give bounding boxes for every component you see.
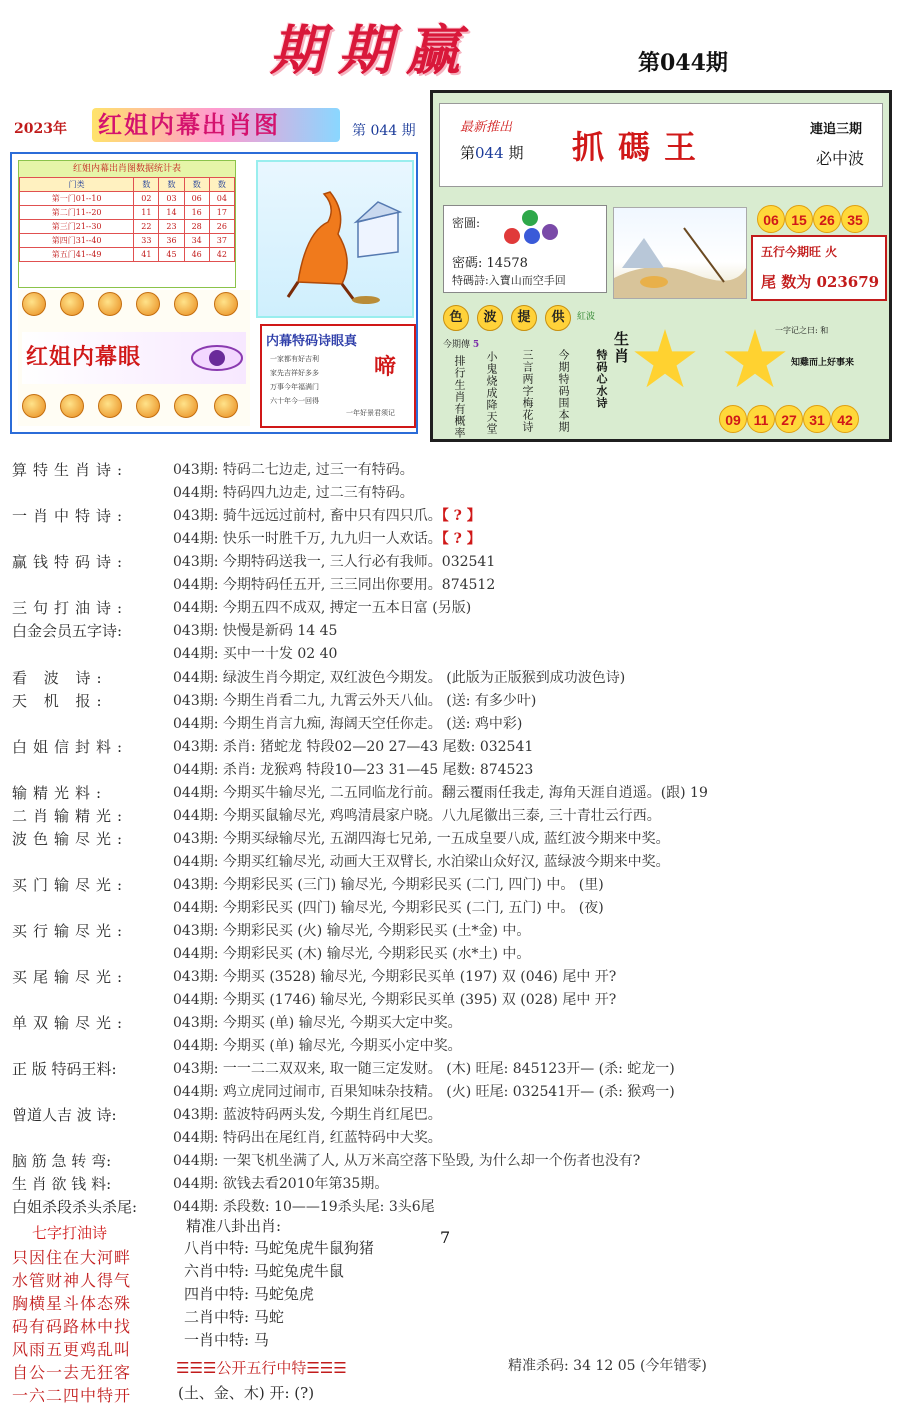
mima-row: 密碼: 14578 <box>452 256 528 271</box>
row-label: 生 肖 欲 钱 料: <box>12 1175 112 1193</box>
row-line <box>173 643 337 663</box>
row-label: 曾道人吉 波 诗: <box>12 1106 117 1124</box>
zodiac-icon <box>136 394 160 418</box>
row-line <box>173 690 536 710</box>
secret-poem-lines <box>270 352 319 408</box>
door-table-title: 红姐内幕出肖图数据统计表 <box>19 161 235 177</box>
eye-banner-text: 红姐内幕眼 <box>26 344 142 370</box>
door-table-cell: 34 <box>184 234 209 248</box>
zodiac-icon <box>98 394 122 418</box>
row-label: 买门输尽光: <box>12 876 129 894</box>
bagua-line: 四肖中特: 马蛇兔虎 <box>184 1285 314 1303</box>
guarantee-label: 必中波 <box>816 149 865 168</box>
row-line <box>173 943 530 963</box>
row-line <box>173 966 616 986</box>
row-line-text: 044期: 今期买红输尽光, 动画大王双臂长, 水泊梁山众好汉, 蓝绿波今期来中奖。 <box>173 854 670 870</box>
row-line-text: 043期: 快慢是新码 14 45 <box>173 623 338 639</box>
zodiac-icon <box>214 394 238 418</box>
number-ball: 27 <box>775 405 803 433</box>
mima-value: 14578 <box>486 256 528 271</box>
row-line-text: 043期: 今期彩民买 (火) 输尽光, 今期彩民买 (土*金) 中。 <box>173 923 531 939</box>
row-line-text: 043期: 杀肖: 猪蛇龙 特段02—20 27—43 尾数: 032541 <box>173 739 534 755</box>
door-table-cell: 45 <box>159 248 184 262</box>
seven-poem-line: 胸横星斗体态殊 <box>12 1294 132 1313</box>
door-table-row <box>20 248 235 262</box>
row-line <box>173 1081 675 1101</box>
zodiac-icon <box>60 394 84 418</box>
number-ball: 15 <box>785 205 813 233</box>
secret-poem-box <box>260 324 416 428</box>
row-line-text: 044期: 一架飞机坐满了人, 从万米高空落下坠毁, 为什么却一个伤者也没有? <box>173 1153 641 1169</box>
vertical-col: 小鬼烧成降天堂 <box>485 351 498 435</box>
sebo-char: 波 <box>477 305 503 331</box>
row-line-text: 044期: 今期特码任五开, 三三同出你要用。874512 <box>173 577 496 593</box>
poem-line: 万事今年福满门 <box>270 383 319 391</box>
number-ball: 35 <box>841 205 869 233</box>
door-table-cell: 第四门31--40 <box>20 234 134 248</box>
vertical-col: 排行生肖有概率 <box>453 355 466 439</box>
zodiac-icon <box>136 292 160 316</box>
vertical-col: 今期特码围本期 <box>557 349 570 433</box>
door-table-cell: 04 <box>209 192 234 206</box>
row-line <box>173 736 533 756</box>
bagua-line: 八肖中特: 马蛇兔虎牛鼠狗猪 <box>184 1239 374 1257</box>
door-table-header: 数 <box>209 178 234 192</box>
door-table-cell: 14 <box>159 206 184 220</box>
shengxiao-label: 生肖 <box>612 331 630 365</box>
row-line-text: 044期: 今期彩民买 (四门) 输尽光, 今期彩民买 (二门, 五门) 中。 (夜) <box>173 900 604 916</box>
door-table-row <box>20 234 235 248</box>
row-line-text: 044期: 特码出在尾红肖, 红蓝特码中大奖。 <box>173 1130 442 1146</box>
row-line <box>173 1012 462 1032</box>
row-line <box>173 759 533 779</box>
seven-poem-line: 一六二四中特开 <box>12 1386 132 1404</box>
row-line <box>173 1150 640 1170</box>
door-table-cell: 第一门01--10 <box>20 192 134 206</box>
secret-poem-title: 内幕特码诗眼真 <box>266 334 358 349</box>
zodiac-icon <box>174 292 198 316</box>
row-label: 白姐杀段杀头杀尾: <box>12 1198 138 1216</box>
row-line-text: 043期: 今期买 (3528) 输尽光, 今期彩民买单 (197) 双 (046) 尾中 开? <box>173 969 617 985</box>
row-line-text: 044期: 欲钱去看2010年第35期。 <box>173 1176 389 1192</box>
numbers-top <box>757 205 883 235</box>
right-panel-box <box>430 90 892 442</box>
green-ball-icon <box>522 210 538 226</box>
row-line-text: 044期: 快乐一时胜千万, 九九归一人欢话。 <box>173 531 442 547</box>
zhuama-header <box>439 103 883 187</box>
row-label: 白金会员五字诗: <box>12 622 123 640</box>
door-table-cell: 46 <box>184 248 209 262</box>
blue-ball-icon <box>524 228 540 244</box>
row-label: 二肖输精光: <box>12 807 129 825</box>
seven-poem-title: 七字打油诗 <box>32 1224 108 1242</box>
poem-line: 六十年今一回得 <box>270 397 319 405</box>
left-panel-box <box>10 152 418 434</box>
row-line-text: 044期: 今期买鼠输尽光, 鸡鸣清晨家户晓。八九尾徽出三泰, 三十青壮云行西。 <box>173 808 661 824</box>
wuxing-line: 五行今期旺 火 <box>761 245 838 259</box>
door-table-cell: 17 <box>209 206 234 220</box>
door-table-cell: 第二门11--20 <box>20 206 134 220</box>
row-line <box>173 620 337 640</box>
sebo-tag: 紅波 <box>577 312 596 322</box>
proverb-1: 一字记之曰: 和 <box>775 326 829 335</box>
row-line-text: 044期: 杀段数: 10——19杀头尾: 3头6尾 <box>173 1199 435 1215</box>
row-label: 波色输尽光: <box>12 830 129 848</box>
vertical-col: 三言两字梅花诗 <box>521 349 534 433</box>
door-table-header: 数 <box>184 178 209 192</box>
number-ball: 26 <box>813 205 841 233</box>
row-label: 输精光料: <box>12 784 108 802</box>
seven-poem-line: 风雨五更鸡乱叫 <box>12 1340 132 1359</box>
left-issue: 第 044 期 <box>352 123 416 139</box>
tm-poem: 特碼詩:入寶山而空手回 <box>452 274 566 287</box>
door-table-cell: 23 <box>159 220 184 234</box>
row-line-text: 043期: 今期生肖看二九, 九霄云外天八仙。 (送: 有多少叶) <box>173 693 537 709</box>
number-ball: 42 <box>831 405 859 433</box>
row-mark: 【 ? 】 <box>441 508 481 524</box>
door-table-cell: 22 <box>134 220 159 234</box>
row-line-text: 044期: 鸡立虎同过闹市, 百果知味杂技精。 (火) 旺尾: 032541开— (杀: 猴鸡一) <box>173 1084 675 1100</box>
zodiac-icon <box>22 394 46 418</box>
row-line <box>173 597 471 617</box>
row-line <box>173 1104 442 1124</box>
row-label: 赢钱特码诗: <box>12 553 129 571</box>
row-line <box>173 1058 675 1078</box>
row-line <box>173 851 670 871</box>
header-issue: 第044期 <box>638 50 728 76</box>
seven-poem-line: 水管财神人得气 <box>12 1271 132 1290</box>
wuxing-box <box>751 235 887 301</box>
mitu-label: 密圖: <box>452 216 481 230</box>
row-line <box>173 667 625 687</box>
door-table-cell: 03 <box>159 192 184 206</box>
number-ball: 31 <box>803 405 831 433</box>
landscape-drawing <box>614 208 746 298</box>
zodiac-strip <box>18 290 250 426</box>
red-ball-icon <box>504 228 520 244</box>
zhuama-title: 抓碼王 <box>572 128 711 166</box>
row-line-text: 043期: 骑牛远远过前村, 畜中只有四只爪。 <box>173 508 442 524</box>
row-line <box>173 1196 435 1216</box>
door-table-cell: 37 <box>209 234 234 248</box>
row-line <box>173 505 481 525</box>
mitu-box <box>443 205 607 293</box>
poem-foot: 一年好景君须记 <box>346 409 395 417</box>
door-table-header: 数 <box>134 178 159 192</box>
row-line-text: 044期: 今期五四不成双, 搏定一五本日富 (另版) <box>173 600 472 616</box>
zodiac-icon <box>98 292 122 316</box>
door-table-row <box>20 192 235 206</box>
door-table-cell: 36 <box>159 234 184 248</box>
row-line-text: 043期: 一一二二双双来, 取一随三定发财。 (木) 旺尾: 845123开— (杀: 蛇龙一) <box>173 1061 675 1077</box>
door-table-cell: 26 <box>209 220 234 234</box>
door-table-cell: 第三门21--30 <box>20 220 134 234</box>
streak-label: 連追三期 <box>810 122 863 137</box>
left-year: 2023年 <box>14 121 67 137</box>
row-label: 算特生肖诗: <box>12 461 129 479</box>
row-label: 一肖中特诗: <box>12 507 129 525</box>
row-line-text: 044期: 杀肖: 龙猴鸡 特段10—23 31—45 尾数: 874523 <box>173 762 534 778</box>
row-line-text: 043期: 今期特码送我一, 三人行必有我师。032541 <box>173 554 496 570</box>
row-label: 看 波 诗: <box>12 669 108 687</box>
row-line-text: 044期: 今期生肖言九痴, 海阔天空任你走。 (送: 鸡中彩) <box>173 716 523 732</box>
row-line <box>173 1127 442 1147</box>
row-line <box>173 828 670 848</box>
row-line-text: 043期: 蓝波特码两头发, 今期生肖红尾巴。 <box>173 1107 442 1123</box>
eye-icon <box>190 340 244 376</box>
sebo-char: 供 <box>545 305 571 331</box>
row-line-text: 044期: 今期买 (1746) 输尽光, 今期彩民买单 (395) 双 (028) 尾中 开? <box>173 992 617 1008</box>
door-table-row <box>20 220 235 234</box>
row-label: 三句打油诗: <box>12 599 129 617</box>
zodiac-icon <box>60 292 84 316</box>
row-line <box>173 551 495 571</box>
door-table-cell: 41 <box>134 248 159 262</box>
new-launch: 最新推出 <box>460 120 513 135</box>
row-line <box>173 874 604 894</box>
mitu-balls <box>504 210 558 248</box>
left-title: 红姐内幕出肖图 <box>92 108 340 142</box>
row-line-text: 044期: 买中一十发 02 40 <box>173 646 338 662</box>
vertical-col: 特码心水诗 <box>595 349 608 409</box>
sebo-char: 提 <box>511 305 537 331</box>
row-line <box>173 528 481 548</box>
today-tag: 今期傳 5 <box>443 340 480 350</box>
bagua-line: 六肖中特: 马蛇兔虎牛鼠 <box>184 1262 344 1280</box>
purple-ball-icon <box>542 224 558 240</box>
row-label: 脑 筋 急 转 弯: <box>12 1152 112 1170</box>
row-line-text: 044期: 今期买 (单) 输尽光, 今期买小定中奖。 <box>173 1038 462 1054</box>
sebo-char: 色 <box>443 305 469 331</box>
bagua-line: 一肖中特: 马 <box>184 1331 269 1349</box>
number-ball: 11 <box>747 405 775 433</box>
fox-illustration <box>256 160 414 318</box>
main-title: 期期赢 <box>270 18 474 82</box>
proverb-2: 知雞而上好事来 <box>791 358 855 368</box>
row-label: 买行输尽光: <box>12 922 129 940</box>
row-line-text: 043期: 今期买 (单) 输尽光, 今期买大定中奖。 <box>173 1015 462 1031</box>
row-line-text: 044期: 特码四九边走, 过二三有特码。 <box>173 485 414 501</box>
row-line <box>173 459 414 479</box>
secret-poem-char: 啼 <box>374 354 397 380</box>
door-table <box>19 177 235 262</box>
row-line-text: 044期: 今期买牛输尽光, 二五同临龙行前。翻云覆雨任我走, 海角天涯自逍遥。(跟) 19 <box>173 785 708 801</box>
eye-banner <box>22 332 246 384</box>
door-table-cell: 02 <box>134 192 159 206</box>
row-line-text: 044期: 绿波生肖今期定, 双红波色今期发。 (此版为正版猴到成功波色诗) <box>173 670 626 686</box>
seven-poem-line: 码有码路林中找 <box>12 1317 132 1336</box>
door-table-cell: 06 <box>184 192 209 206</box>
door-table-cell: 33 <box>134 234 159 248</box>
wuxing-answer: (土、金、木) 开: (?) <box>178 1384 315 1402</box>
wuxing-open: ☰☰☰公开五行中特☰☰☰ <box>176 1359 347 1377</box>
row-line <box>173 897 604 917</box>
row-label: 白姐信封料: <box>12 738 129 756</box>
door-table-cell: 16 <box>184 206 209 220</box>
handwritten-mark: 7 <box>440 1228 451 1247</box>
kill-code: 精准杀码: 34 12 05 (今年错零) <box>508 1358 707 1374</box>
door-table-header: 门类 <box>20 178 134 192</box>
row-line-text: 043期: 今期彩民买 (三门) 输尽光, 今期彩民买 (二门, 四门) 中。 (里) <box>173 877 604 893</box>
tail-line: 尾 数为 023679 <box>761 273 880 291</box>
star-icon <box>723 329 787 393</box>
row-label: 天 机 报: <box>12 692 108 710</box>
row-line <box>173 1035 462 1055</box>
zodiac-icon <box>214 292 238 316</box>
zodiac-icon <box>174 394 198 418</box>
star-icon <box>633 329 697 393</box>
landscape-illustration <box>613 207 747 299</box>
row-line <box>173 989 616 1009</box>
row-label: 正 版 特码王料: <box>12 1060 117 1078</box>
fox-drawing <box>258 162 412 316</box>
door-table-cell: 28 <box>184 220 209 234</box>
door-table-cell: 11 <box>134 206 159 220</box>
row-line <box>173 713 522 733</box>
row-line <box>173 920 530 940</box>
zodiac-icon <box>22 292 46 316</box>
row-line <box>173 1173 388 1193</box>
door-table-cell: 42 <box>209 248 234 262</box>
row-line-text: 043期: 特码二七边走, 过三一有特码。 <box>173 462 414 478</box>
door-table-header: 数 <box>159 178 184 192</box>
number-ball: 09 <box>719 405 747 433</box>
sebo-row <box>443 305 596 331</box>
right-issue: 第044 期 <box>460 144 524 162</box>
row-line-text: 044期: 今期彩民买 (木) 输尽光, 今期彩民买 (水*土) 中。 <box>173 946 531 962</box>
numbers-bottom <box>719 405 859 433</box>
seven-poem-line: 只因住在大河畔 <box>12 1248 132 1267</box>
row-label: 买尾输尽光: <box>12 968 129 986</box>
seven-poem-line: 自公一去无狂客 <box>12 1363 132 1382</box>
number-ball: 06 <box>757 205 785 233</box>
row-mark: 【 ? 】 <box>441 531 481 547</box>
row-line <box>173 805 661 825</box>
bagua-line: 二肖中特: 马蛇 <box>184 1308 284 1326</box>
door-table-wrap <box>18 160 236 288</box>
row-line <box>173 782 708 802</box>
row-line-text: 043期: 今期买绿输尽光, 五湖四海七兄弟, 一五成皇要八成, 蓝红波今期来中奖。 <box>173 831 670 847</box>
door-table-cell: 第五门41--49 <box>20 248 134 262</box>
bagua-title: 精准八卦出肖: <box>186 1217 282 1235</box>
poem-line: 一家都有好吉利 <box>270 355 319 363</box>
row-label: 单双输尽光: <box>12 1014 129 1032</box>
poem-line: 家先吉祥好多多 <box>270 369 319 377</box>
door-table-row <box>20 206 235 220</box>
row-line <box>173 574 495 594</box>
row-line <box>173 482 414 502</box>
